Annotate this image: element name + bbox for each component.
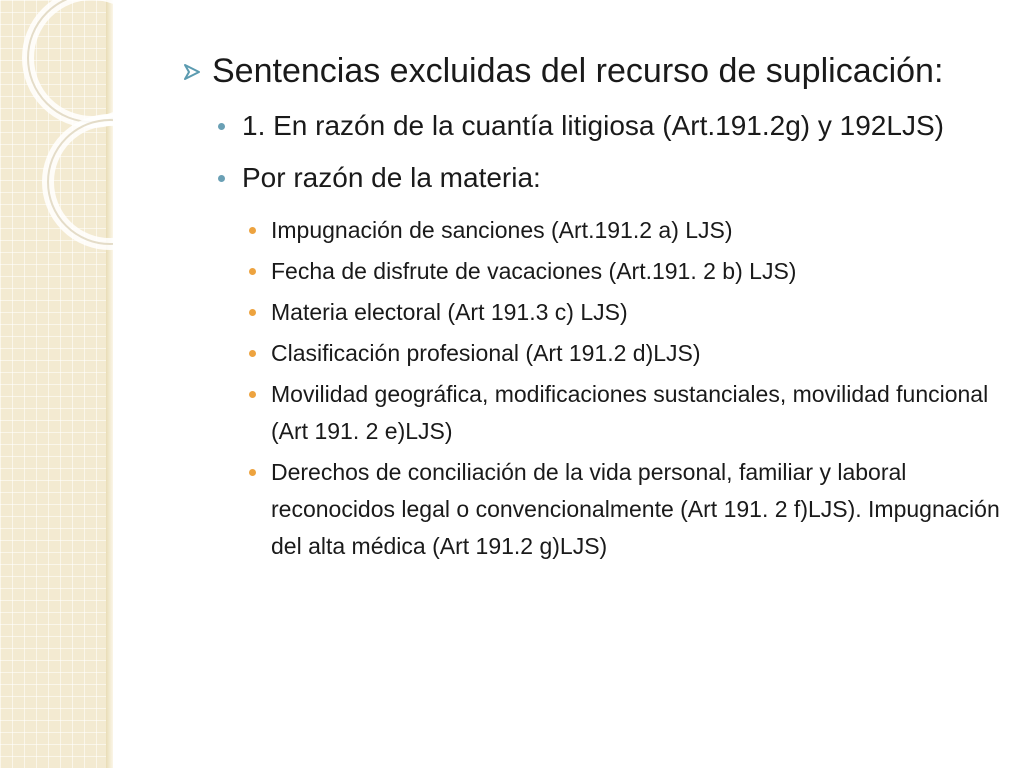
decorative-ring-bottom [48, 120, 113, 244]
bullet-level3-text: Fecha de disfrute de vacaciones (Art.191. 2 b) LJS) [271, 258, 797, 284]
bullet-level3 [180, 376, 1000, 450]
blue-dot-bullet-icon [218, 175, 225, 182]
orange-dot-bullet-icon [249, 309, 256, 316]
bullet-level3 [180, 454, 1000, 565]
decorative-rings [0, 0, 113, 260]
arrow-bullet-icon [182, 63, 202, 81]
slide-content [180, 48, 1000, 569]
orange-dot-bullet-icon [249, 268, 256, 275]
bullet-level3 [180, 294, 1000, 331]
blue-dot-bullet-icon [218, 123, 225, 130]
orange-dot-bullet-icon [249, 469, 256, 476]
orange-dot-bullet-icon [249, 391, 256, 398]
orange-dot-bullet-icon [249, 350, 256, 357]
bullet-level2-text: Por razón de la materia: [242, 162, 541, 193]
bullet-level3 [180, 212, 1000, 249]
bullet-level1-text: Sentencias excluidas del recurso de suplicación: [212, 52, 944, 90]
bullet-level1 [180, 48, 1000, 94]
bullet-level3-text: Impugnación de sanciones (Art.191.2 a) LJS) [271, 217, 733, 243]
orange-dot-bullet-icon [249, 227, 256, 234]
bullet-level3-text: Movilidad geográfica, modificaciones sustanciales, movilidad funcional (Art 191. 2 e)LJS) [271, 381, 989, 444]
bullet-level3-text: Clasificación profesional (Art 191.2 d)LJS) [271, 340, 701, 366]
bullet-level2-text: 1. En razón de la cuantía litigiosa (Art.191.2g) y 192LJS) [242, 110, 944, 141]
bullet-level3-text: Materia electoral (Art 191.3 c) LJS) [271, 299, 628, 325]
bullet-level2 [180, 160, 1000, 196]
bullet-level3 [180, 253, 1000, 290]
bullet-level2 [180, 108, 1000, 144]
decorative-side-panel [0, 0, 113, 768]
bullet-level3-text: Derechos de conciliación de la vida personal, familiar y laboral reconocidos legal o convencionalmente (Art 191. 2 f)LJS). Impugnación del alta médica (Art 191.2 g)LJS) [271, 459, 1000, 559]
bullet-level3 [180, 335, 1000, 372]
